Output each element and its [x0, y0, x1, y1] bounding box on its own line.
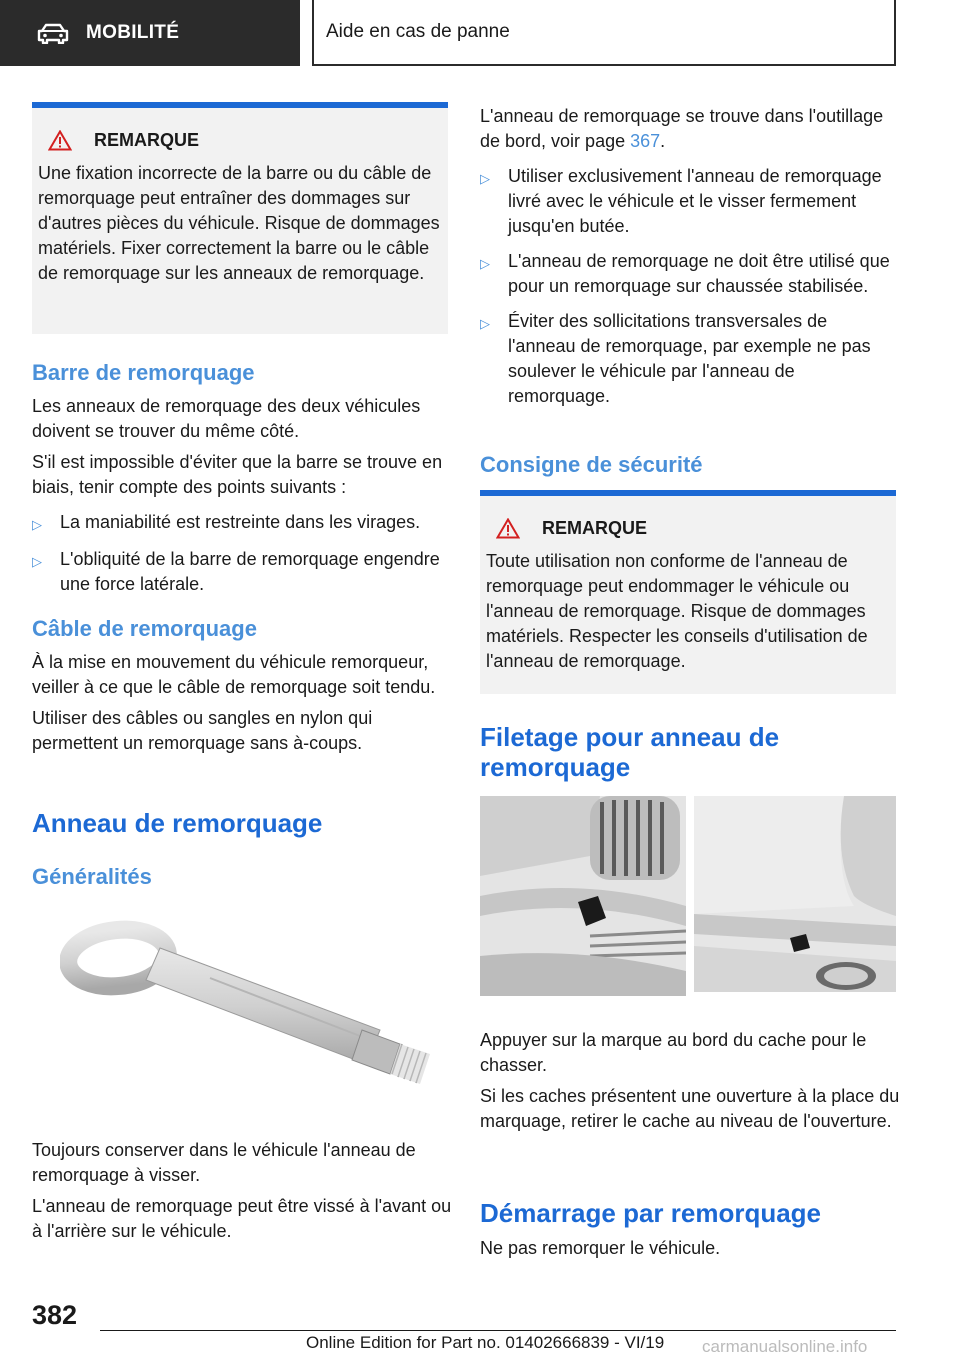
- right-intro: [480, 104, 896, 409]
- heading-tow-ring: Anneau de remorquage: [32, 808, 323, 838]
- list-item: [32, 547, 448, 597]
- chapter-header: [312, 0, 896, 66]
- tow-ring-illustration: [60, 918, 440, 1108]
- triangle-bullet-icon: ▷: [480, 171, 490, 186]
- note-label: REMARQUE: [542, 518, 648, 538]
- tow-ring-body: [32, 1138, 452, 1244]
- list-item: [480, 164, 896, 239]
- heading-tow-bar: Barre de remorquage: [32, 360, 255, 385]
- list-item-text: L'obliquité de la barre de remorquage engendre une force latérale.: [60, 549, 440, 594]
- section-title: MOBILITÉ: [86, 22, 180, 43]
- footer-divider: [100, 1330, 896, 1331]
- tow-bar-p2: S'il est impossible d'éviter que la barre se trouve en biais, tenir compte des points suivants :: [32, 452, 443, 497]
- warning-triangle-icon: [496, 518, 520, 539]
- note-header: [38, 130, 442, 151]
- footer-edition: Online Edition for Part no. 01402666839 - VI/19: [306, 1333, 665, 1352]
- triangle-bullet-icon: ▷: [32, 554, 42, 569]
- list-item-text: Utiliser exclusivement l'anneau de remorquage livré avec le véhicule et le visser fermement jusqu'en butée.: [508, 166, 882, 236]
- tow-bar-body: [32, 394, 448, 597]
- tow-cable-p1: À la mise en mouvement du véhicule remorqueur, veiller à ce que le câble de remorquage soit tendu.: [32, 652, 436, 697]
- list-item: [480, 309, 896, 409]
- note-text: Toute utilisation non conforme de l'anneau de remorquage peut endommager le véhicule ou l'anneau de remorquage. Risque de dommages matériels. Respecter les conseils d'utilisation de l'anneau de remorquage.: [486, 551, 868, 671]
- intro-text: L'anneau de remorquage se trouve dans l'outillage de bord, voir page: [480, 106, 884, 151]
- thread-p1: Appuyer sur la marque au bord du cache pour le chasser.: [480, 1030, 867, 1075]
- tow-cable-body: [32, 650, 448, 756]
- list-item: [480, 249, 896, 299]
- warning-note-safety: [480, 490, 896, 694]
- heading-safety: Consigne de sécurité: [480, 452, 703, 477]
- list-item: [32, 510, 448, 537]
- intro-paragraph: L'anneau de remorquage se trouve dans l'outillage de bord, voir page 367.: [480, 106, 884, 151]
- thread-p2: Si les caches présentent une ouverture à la place du marquage, retirer le cache au niveau de l'ouverture.: [480, 1086, 900, 1131]
- tow-start-body: [480, 1236, 896, 1261]
- tow-cable-p2: Utiliser des câbles ou sangles en nylon qui permettent un remorquage sans à-coups.: [32, 708, 373, 753]
- triangle-bullet-icon: ▷: [32, 517, 42, 532]
- subheading-general: Généralités: [32, 864, 152, 889]
- list-item-text: La maniabilité est restreinte dans les virages.: [60, 512, 421, 532]
- watermark: carmanualsonline.info: [702, 1337, 868, 1356]
- tow-ring-p2: L'anneau de remorquage peut être vissé à l'avant ou à l'arrière sur le véhicule.: [32, 1196, 452, 1241]
- vehicle-rear-photo: [694, 796, 896, 992]
- list-item-text: Éviter des sollicitations transversales de l'anneau de remorquage, par exemple ne pas soulever le véhicule par l'anneau de remorquage.: [508, 311, 871, 406]
- heading-thread: Filetage pour anneau de remorquage: [480, 722, 780, 782]
- triangle-bullet-icon: ▷: [480, 316, 490, 331]
- page-number: 382: [32, 1300, 78, 1330]
- list-item-text: L'anneau de remorquage ne doit être utilisé que pour un remorquage sur chaussée stabilisée.: [508, 251, 890, 296]
- note-label: REMARQUE: [94, 130, 200, 150]
- tow-bar-p1: Les anneaux de remorquage des deux véhicules doivent se trouver du même côté.: [32, 396, 421, 441]
- note-header: [486, 518, 890, 539]
- warning-note-tow: [32, 102, 448, 334]
- page-link-367[interactable]: 367: [630, 131, 661, 151]
- tow-ring-p1: Toujours conserver dans le véhicule l'anneau de remorquage à visser.: [32, 1140, 416, 1185]
- thread-body: [480, 1028, 900, 1134]
- chapter-title: Aide en cas de panne: [326, 21, 510, 42]
- note-text: Une fixation incorrecte de la barre ou du câble de remorquage peut entraîner des dommages sur d'autres pièces du véhicule. Risque de dommages matériels. Fixer correctement la barre ou le câble de remorquage sur les anneaux de remorquage.: [38, 163, 440, 283]
- heading-tow-cable: Câble de remorquage: [32, 616, 257, 641]
- triangle-bullet-icon: ▷: [480, 256, 490, 271]
- car-icon: [36, 22, 70, 44]
- vehicle-front-photo: [480, 796, 686, 996]
- warning-triangle-icon: [48, 130, 72, 151]
- heading-tow-start: Démarrage par remorquage: [480, 1198, 822, 1228]
- header-section-tab: [0, 0, 300, 66]
- tow-start-p1: Ne pas remorquer le véhicule.: [480, 1238, 721, 1258]
